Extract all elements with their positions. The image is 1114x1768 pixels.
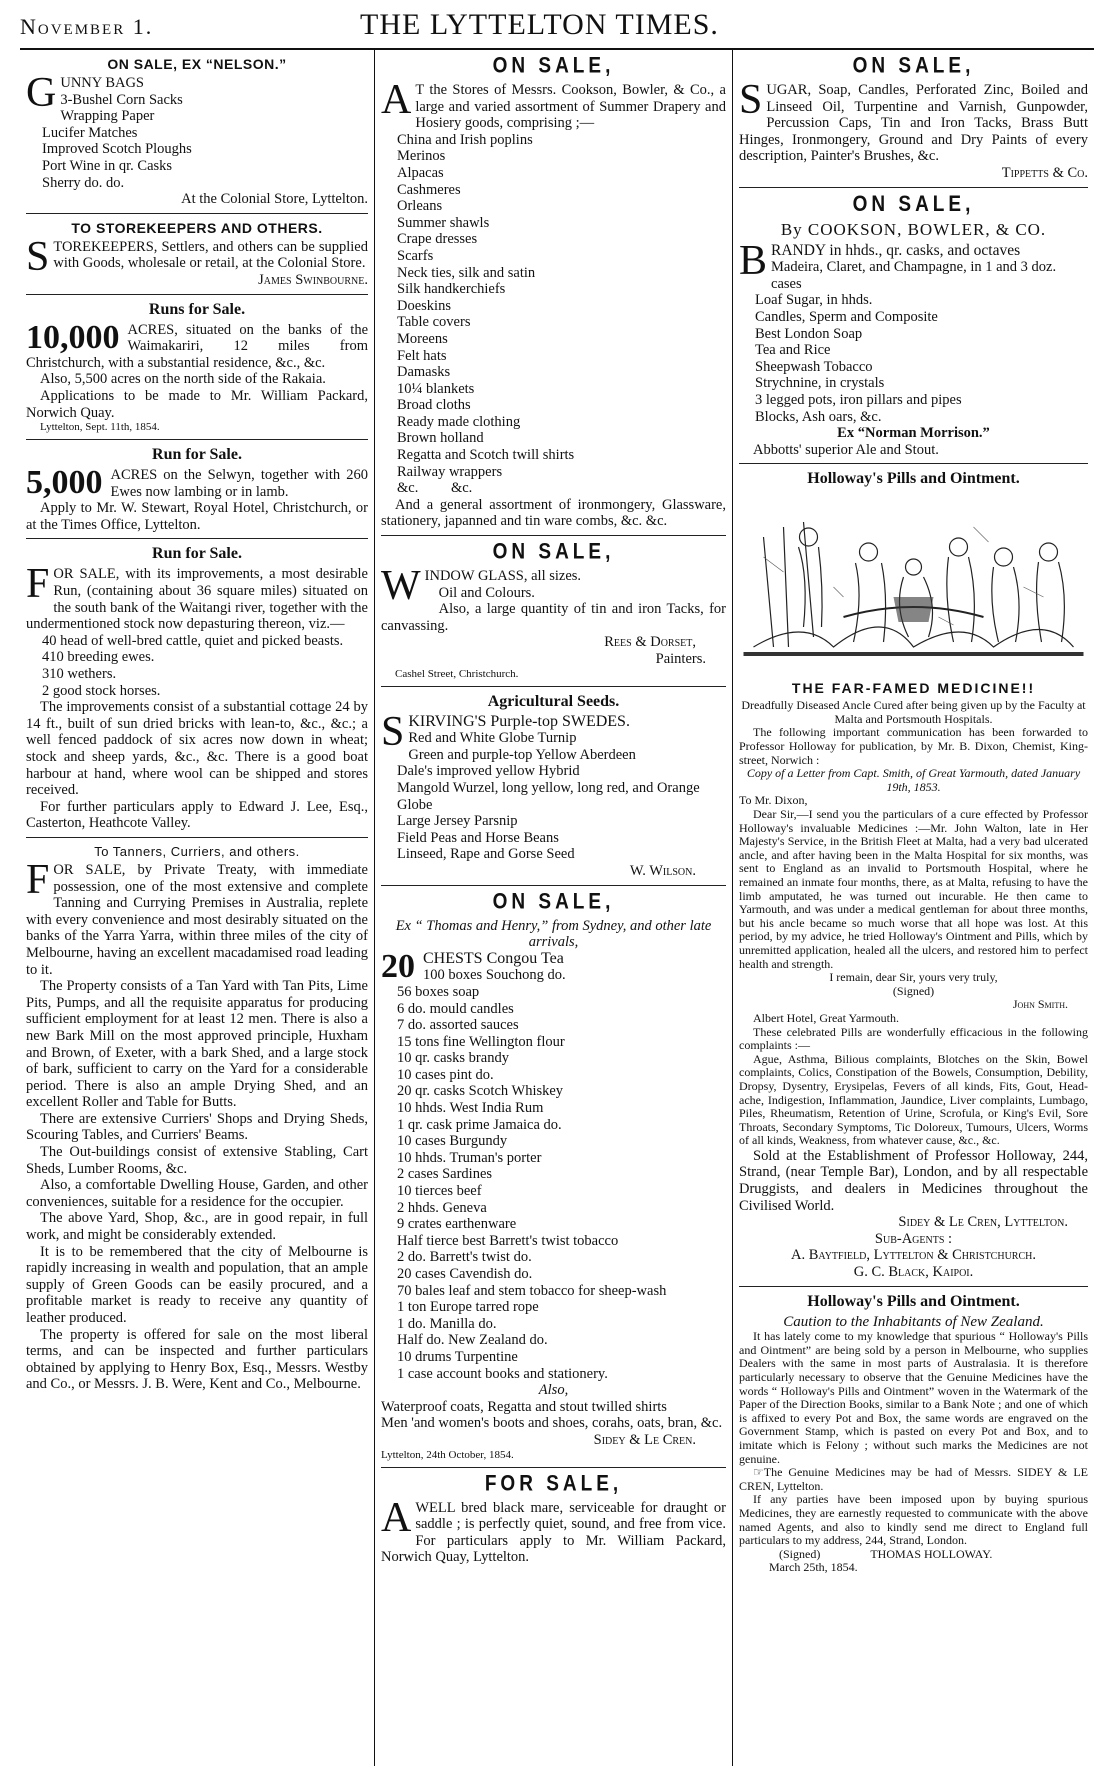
list-item: 10 cases pint do. bbox=[397, 1066, 494, 1083]
ad-agent: G. C. Black, Kaipoi. bbox=[853, 1264, 974, 1281]
list-item: 1 case account books and stationery. bbox=[397, 1365, 608, 1382]
list-item: 10 hhds. West India Rum bbox=[397, 1100, 544, 1117]
drop-cap: W bbox=[381, 563, 421, 610]
list-item: Sheepwash Tobacco bbox=[755, 358, 873, 375]
ad-body: ACRES, situated on the banks of the Waimakariri, 12 miles from Christchurch, with a substantial residence, &c., &c. bbox=[26, 321, 368, 371]
ad-letter-signed: (Signed) bbox=[892, 983, 935, 998]
list-item: Tea and Rice bbox=[755, 342, 831, 359]
ad-paragraph: The Property consists of a Tan Yard with Tan Pits, Lime Pits, Pumps, and all the requisite apparatus for producing sufficient employment for at least 12 men. There is also a new Bark Mill on the most approved principle, Huxham and Brown, of Exeter, with a bark Shed, and a large stock of bark, sufficient to carry on the Yard for a considerable period. There is also an ample Drying Shed, and an excellent Roller and Table for Butts. bbox=[26, 978, 368, 1111]
ad-subheading: Dreadfully Diseased Ancle Cured after being given up by the Faculty at Malta and Portsmouth Hospitals. bbox=[741, 698, 1086, 726]
list-item: 10 hhds. Truman's porter bbox=[397, 1149, 542, 1166]
newspaper-title: THE LYTTELTON TIMES. bbox=[360, 8, 719, 41]
list-item: Red and White Globe Turnip bbox=[408, 730, 577, 747]
list-item: Brown holland bbox=[397, 430, 484, 447]
list-item: 56 boxes soap bbox=[397, 983, 480, 1000]
ad-signature: Sidey & Le Cren, Lyttelton. bbox=[898, 1214, 1068, 1231]
ad-first-line: KIRVING'S Purple-top SWEDES. bbox=[408, 712, 630, 730]
list-item: 10 qr. casks brandy bbox=[397, 1050, 509, 1067]
ad-ex-ship: Ex “Norman Morrison.” bbox=[837, 425, 990, 442]
ad-header: Runs for Sale. bbox=[148, 300, 246, 318]
drop-cap: A bbox=[381, 77, 412, 123]
list-item: Doeskins bbox=[397, 297, 451, 314]
ad-storekeepers bbox=[26, 214, 368, 295]
ad-signature: Tippetts & Co. bbox=[1001, 164, 1088, 181]
list-item: Strychnine, in crystals bbox=[755, 375, 885, 392]
ad-holloway-2 bbox=[739, 1287, 1088, 1580]
ad-drapery bbox=[381, 50, 726, 536]
masthead bbox=[20, 8, 1094, 50]
list-item: 7 do. assorted sauces bbox=[397, 1017, 519, 1034]
list-item: 70 bales leaf and stem tobacco for sheep-wash bbox=[397, 1282, 667, 1299]
ad-body: INDOW GLASS, all sizes. bbox=[424, 568, 582, 585]
ad-date: March 25th, 1854. bbox=[769, 1560, 858, 1575]
ad-paragraph: For further particulars apply to Edward J. Lee, Esq., Casterton, Heathcote Valley. bbox=[26, 798, 368, 832]
list-item: Crape dresses bbox=[397, 231, 478, 248]
ad-nelson bbox=[26, 50, 368, 214]
ad-signature: Sidey & Le Cren. bbox=[593, 1431, 696, 1448]
ad-letter-copy: Copy of a Letter from Capt. Smith, of Great Yarmouth, dated January 19th, 1853. bbox=[746, 766, 1081, 794]
ad-thomas-and-henry bbox=[381, 886, 726, 1468]
ad-header: TO STOREKEEPERS AND OTHERS. bbox=[71, 219, 323, 236]
ad-letter-name: John Smith. bbox=[1012, 997, 1068, 1012]
ad-paragraph: Sold at the Establishment of Professor Holloway, 244, Strand, (near Temple Bar), London, and by all respectable Druggists, and dealers in Medicines throughout the Civilised World. bbox=[739, 1147, 1088, 1214]
ad-paragraph: The above Yard, Shop, &c., are in good repair, in full work, and might be considerably extended. bbox=[26, 1210, 368, 1244]
list-item: 40 head of well-bred cattle, quiet and picked beasts. bbox=[42, 632, 344, 649]
ad-cookson-bowler bbox=[739, 188, 1088, 465]
ad-signed bbox=[739, 1548, 1088, 1562]
ad-signature: THOMAS HOLLOWAY. bbox=[870, 1546, 993, 1561]
list-item: Scarfs bbox=[397, 247, 434, 264]
ad-header: ON SALE, bbox=[852, 191, 975, 217]
list-item: 15 tons fine Wellington flour bbox=[397, 1033, 565, 1050]
ad-paragraph: Abbotts' superior Ale and Stout. bbox=[753, 441, 939, 458]
list-item: Madeira, Claret, and Champagne, in 1 and 3 doz. cases bbox=[771, 259, 1057, 292]
list-item: Broad cloths bbox=[397, 397, 471, 414]
list-item: Loaf Sugar, in hhds. bbox=[755, 292, 873, 309]
ad-header: ON SALE, bbox=[492, 889, 615, 915]
ad-paragraph: There are extensive Curriers' Shops and Drying Sheds, Scouring Tables, and Curriers' Beams. bbox=[26, 1110, 368, 1144]
pointing-hand-icon: ☞ bbox=[753, 1465, 764, 1480]
list-item: 3 legged pots, iron pillars and pipes bbox=[755, 391, 962, 408]
list-item: 2 do. Barrett's twist do. bbox=[397, 1249, 532, 1266]
list-item: 10 tierces beef bbox=[397, 1183, 482, 1200]
ad-paragraph: It has lately come to my knowledge that spurious “ Holloway's Pills and Ointment” are being sold by a person in Melbourne, who supplies Dealers with the same in most parts of Australasia. It is therefore particularly necessary to observe that the Genuine Medicines have the words “ Holloway's Pills and Ointment” woven in the Watermark of the Paper of the Direction Books, similar to a Bank Note ; and one of which is affixed to every Pot and Box, the same words are engraved on the Government Stamp, which is pasted on every Pot and Box, and to imitate which is Felony ; without such marks the Medicines are not genuine. bbox=[739, 1329, 1088, 1466]
column-1 bbox=[20, 50, 375, 1766]
list-item: Improved Scotch Ploughs bbox=[42, 141, 192, 158]
list-item: Large Jersey Parsnip bbox=[397, 813, 518, 830]
ad-header: ON SALE, bbox=[852, 54, 975, 79]
engraving-illustration bbox=[739, 497, 1088, 669]
list-item: Silk handkerchiefs bbox=[397, 281, 506, 298]
big-number: 20 bbox=[381, 947, 415, 985]
list-item: Felt hats bbox=[397, 347, 447, 364]
list-item: 100 boxes Souchong do. bbox=[423, 967, 566, 984]
drop-cap: F bbox=[26, 561, 50, 608]
ad-header: Agricultural Seeds. bbox=[487, 692, 620, 710]
ad-paragraph: Men 'and women's boots and shoes, corahs, oats, bran, &c. bbox=[381, 1415, 723, 1432]
column-2 bbox=[375, 50, 733, 1766]
list-item: 1 qr. cask prime Jamaica do. bbox=[397, 1116, 562, 1133]
ad-header: ON SALE, bbox=[492, 54, 615, 79]
list-item: Port Wine in qr. Casks bbox=[42, 157, 173, 174]
ad-letter-body: Dear Sir,—I send you the particulars of a cure effected by Professor Holloway's invaluable Medicines :—Mr. John Walton, late in Her Majesty's Service, in the British Fleet at Malta, had a very bad ulcerated ancle, and after having been in the Malta Hospital for six months, was sent to England as an invalid to Portsmouth Hospital, where he remained an inmate four months, there, as at Malta, refusing to have the limb amputated, he was turned out incurable. He then came to Yarmouth, and was under a medical gentleman for about three months, but his ancle became so much worse that all hope was lost. At this period, by my advice, he tried Holloway's Ointment and Pills, which by unremitted application, healed all the ulcers, and restored him to perfect health and strength. bbox=[739, 807, 1088, 971]
ad-signature-role: Painters. bbox=[655, 651, 706, 667]
ad-header: To Tanners, Curriers, and others. bbox=[94, 843, 300, 859]
ad-run-waitangi bbox=[26, 539, 368, 838]
columns bbox=[20, 50, 1094, 1766]
ad-black-mare bbox=[381, 1468, 726, 1571]
ad-paragraph: Waterproof coats, Regatta and stout twilled shirts bbox=[381, 1398, 667, 1415]
list-item: Lucifer Matches bbox=[42, 124, 138, 141]
list-item: 6 do. mould candles bbox=[397, 1000, 514, 1017]
drop-cap: S bbox=[739, 77, 763, 123]
drop-cap: S bbox=[381, 708, 405, 755]
list-item: Orleans bbox=[397, 198, 443, 215]
ad-body: WELL bred black mare, serviceable for draught or saddle ; is perfectly quiet, sound, and free from vice. For particulars apply to Mr. William Packard, Norwich Quay, Lyttelton. bbox=[381, 1499, 726, 1566]
ad-header: Run for Sale. bbox=[152, 545, 242, 563]
list-item: 2 good stock horses. bbox=[42, 682, 161, 699]
list-item: 9 crates earthenware bbox=[397, 1216, 517, 1233]
ad-paragraph: It is to be remembered that the city of Melbourne is rapidly increasing in wealth and population, that an ample supply of Green Goods can be easily procured, and a profitable market is ready to receive any quantity of leather produced. bbox=[26, 1243, 368, 1326]
ad-paragraph: Also, a large quantity of tin and iron Tacks, for canvassing. bbox=[381, 601, 726, 634]
ad-body: ACRES on the Selwyn, together with 260 Ewes now lambing or in lamb. bbox=[110, 467, 368, 500]
ad-signature: W. Wilson. bbox=[629, 862, 696, 879]
list-item: 410 breeding ewes. bbox=[42, 649, 155, 666]
list-item: 1 do. Manilla do. bbox=[397, 1315, 497, 1332]
ad-header: ON SALE, EX “NELSON.” bbox=[107, 56, 287, 72]
list-item: 10 drums Turpentine bbox=[397, 1348, 518, 1365]
cut-caption: THE FAR-FAMED MEDICINE!! bbox=[791, 680, 1036, 697]
ad-paragraph: The property is offered for sale on the most liberal terms, and can be inspected and further particulars obtained by applying to Henry Box, Esq., Messrs. Westby and Co., or Messrs. J. B. Were, Kent and Co., Melbourne. bbox=[26, 1326, 368, 1393]
ad-paragraph: Also, a comfortable Dwelling House, Garden, and other conveniences, suitable for a residence for the occupier. bbox=[26, 1177, 368, 1210]
ad-first-line: CHESTS Congou Tea bbox=[423, 949, 564, 967]
ad-header: Run for Sale. bbox=[152, 446, 242, 464]
ad-tanners bbox=[26, 838, 368, 1398]
big-number: 5,000 bbox=[26, 464, 103, 502]
ad-first-line: RANDY in hhds., qr. casks, and octaves bbox=[771, 241, 1021, 259]
list-item: Linseed, Rape and Gorse Seed bbox=[397, 846, 575, 863]
list-item: Merinos bbox=[397, 148, 446, 165]
list-item: Blocks, Ash oars, &c. bbox=[755, 408, 882, 425]
ad-body: UGAR, Soap, Candles, Perforated Zinc, Boiled and Linseed Oil, Turpentine and Varnish, Gunpowder, Percussion Caps, Tin and Iron Tacks, Brass Butt Hinges, Ironmongery, Ground and Dry Paints of every description, Painter's Brushes, &c. bbox=[739, 82, 1088, 165]
ad-tippetts bbox=[739, 50, 1088, 188]
ad-byline: By COOKSON, BOWLER, & CO. bbox=[780, 219, 1047, 239]
ad-header: Holloway's Pills and Ointment. bbox=[807, 1292, 1020, 1310]
ad-subline: Oil and Colours. bbox=[438, 584, 535, 601]
list-item: Regatta and Scotch twill shirts bbox=[397, 447, 575, 464]
list-item: Neck ties, silk and satin bbox=[397, 264, 536, 281]
list-item: 10 cases Burgundy bbox=[397, 1133, 508, 1150]
ad-body: OR SALE, with its improvements, a most desirable Run, (containing about 36 square miles) situated on the south bank of the Waitangi river, together with the undermentioned stock now depasturing thereon, viz.— bbox=[26, 566, 368, 633]
ad-signature: At the Colonial Store, Lyttelton. bbox=[181, 191, 368, 208]
list-item: Damasks bbox=[397, 364, 451, 381]
ad-agricultural-seeds bbox=[381, 687, 726, 886]
list-item: China and Irish poplins bbox=[397, 131, 533, 148]
ad-paragraph: And a general assortment of ironmongery, Glassware, stationery, japanned and tin ware combs, &c. &c. bbox=[381, 496, 726, 530]
list-item: 3-Bushel Corn Sacks bbox=[60, 91, 183, 108]
ad-paragraph: Also, 5,500 acres on the north side of the Rakaia. bbox=[40, 371, 326, 388]
ad-also: Also, bbox=[538, 1382, 569, 1399]
list-item: Railway wrappers bbox=[397, 463, 503, 480]
issue-date: November 1. bbox=[20, 14, 154, 39]
ad-paragraph: The following important communication has been forwarded to Professor Holloway for publication, by Mr. B. Dixon, Chemist, King-street, Norwich : bbox=[739, 725, 1088, 767]
ad-paragraph: The improvements consist of a substantial cottage 24 by 14 ft., built of sun dried bricks with lean-to, &c., &c.; a well fenced paddock of six acres now down in wheat; stock and sheep yards, &c., &c. There is a good boat harbour at hand, where wool can be shipped and stores received. bbox=[26, 699, 368, 799]
ad-body: TOREKEEPERS, Settlers, and others can be supplied with Goods, wholesale or retail, at the Colonial Store. bbox=[53, 238, 368, 272]
ad-letter-to: To Mr. Dixon, bbox=[739, 793, 808, 808]
list-item: Table covers bbox=[397, 314, 471, 331]
list-item: 2 hhds. Geneva bbox=[397, 1199, 487, 1216]
ad-runs-for-sale bbox=[26, 295, 368, 441]
ad-window-glass bbox=[381, 536, 726, 687]
list-item: 310 wethers. bbox=[42, 666, 117, 683]
ad-signature: James Swinbourne. bbox=[258, 271, 368, 288]
ad-run-selwyn bbox=[26, 440, 368, 539]
list-item: Ready made clothing bbox=[397, 413, 521, 430]
ad-paragraph: The Genuine Medicines may be had of Messrs. SIDEY & LE CREN, Lyttelton. bbox=[739, 1465, 1088, 1493]
list-item: 10¼ blankets bbox=[397, 380, 475, 397]
ad-paragraph: These celebrated Pills are wonderfully efficacious in the following complaints :— bbox=[739, 1024, 1088, 1053]
signed-label: (Signed) bbox=[779, 1546, 821, 1561]
ad-date: Lyttelton, Sept. 11th, 1854. bbox=[40, 421, 160, 434]
ad-caution: Caution to the Inhabitants of New Zealand. bbox=[783, 1313, 1044, 1330]
list-item: Best London Soap bbox=[755, 325, 863, 342]
list-item: Sherry do. do. bbox=[42, 174, 125, 191]
list-item: 20 cases Cavendish do. bbox=[397, 1266, 533, 1282]
ad-address: Cashel Street, Christchurch. bbox=[395, 667, 519, 680]
list-item: Moreens bbox=[397, 330, 448, 347]
ad-paragraph: If any parties have been imposed upon by buying spurious Medicines, they are earnestly requested to communicate with the above named Agents, and also to kindly send me direct to England full particulars to my address, 244, Strand, London. bbox=[739, 1492, 1088, 1548]
ad-header: ON SALE, bbox=[492, 540, 615, 565]
drop-cap: S bbox=[26, 233, 50, 280]
ad-letter-closing: I remain, dear Sir, yours very truly, bbox=[829, 970, 998, 985]
list-item: Candles, Sperm and Composite bbox=[755, 308, 938, 325]
ad-paragraph: Apply to Mr. W. Stewart, Royal Hotel, Christchurch, or at the Times Office, Lyttelton. bbox=[26, 500, 368, 533]
ad-first-line: UNNY BAGS bbox=[60, 75, 144, 91]
column-3 bbox=[733, 50, 1094, 1766]
drop-cap: F bbox=[26, 856, 50, 903]
ad-paragraph: Applications to be made to Mr. William Packard, Norwich Quay. bbox=[26, 387, 368, 421]
list-item: 1 ton Europe tarred rope bbox=[397, 1299, 539, 1316]
ad-subheading: Ex “ Thomas and Henry,” from Sydney, and other late arrivals, bbox=[395, 917, 712, 951]
list-item: 20 qr. casks Scotch Whiskey bbox=[397, 1083, 564, 1100]
list-item: Alpacas bbox=[397, 164, 444, 181]
list-item: Cashmeres bbox=[397, 181, 461, 198]
ad-agent: A. Baytfield, Lyttelton & Christchurch. bbox=[791, 1247, 1036, 1264]
ad-holloway-1 bbox=[739, 464, 1088, 1286]
drop-cap: G bbox=[26, 70, 57, 116]
ad-body: OR SALE, by Private Treaty, with immediate possession, one of the most extensive and complete Tanning and Currying Premises in Australia, replete with every convenience and most desirably situated on the banks of the Yarra Yarra, within three miles of the city of Melbourne, having an excellent macadamised road leading to it. bbox=[26, 861, 368, 978]
big-number: 10,000 bbox=[26, 318, 120, 356]
list-item: Mangold Wurzel, long yellow, long red, and Orange Globe bbox=[397, 779, 700, 813]
ad-body: T the Stores of Messrs. Cookson, Bowler, & Co., a large and varied assortment of Summer Drapery and Hosiery goods, comprising ;— bbox=[415, 82, 726, 132]
ad-letter-address: Albert Hotel, Great Yarmouth. bbox=[753, 1010, 899, 1025]
list-item: Field Peas and Horse Beans bbox=[397, 829, 559, 846]
list-item: 2 cases Sardines bbox=[397, 1166, 493, 1183]
list-item: Green and purple-top Yellow Aberdeen bbox=[408, 746, 636, 763]
list-item: Half tierce best Barrett's twist tobacco bbox=[397, 1232, 619, 1249]
ad-complaints-list: Ague, Asthma, Bilious complaints, Blotches on the Skin, Bowel complaints, Colics, Constipation of the Bowels, Consumption, Debility, Dropsy, Dysentry, Erysipelas, Fevers of all kinds, Fits, Gout, Head-ache, Indigestion, Inflammation, Jaundice, Liver complaints, Lumbago, Piles, Rheumatism, Retention of Urine, Scrofula, or King's Evil, Sore Throats, Secondary Symptoms, Tic Doloreux, Tumours, Ulcers, Worms of all kinds, Weakness, from whatever cause, &c., &c. bbox=[739, 1051, 1088, 1148]
drop-cap: A bbox=[381, 1494, 412, 1541]
ad-date: Lyttelton, 24th October, 1854. bbox=[381, 1448, 514, 1461]
list-item: Summer shawls bbox=[397, 214, 490, 231]
ad-subagents-label: Sub-Agents : bbox=[874, 1230, 953, 1247]
ad-signature: Rees & Dorset, bbox=[604, 634, 696, 651]
ad-header: FOR SALE, bbox=[484, 1471, 623, 1497]
list-item: Dale's improved yellow Hybrid bbox=[397, 763, 580, 780]
drop-cap: B bbox=[739, 237, 768, 284]
list-item: Half do. New Zealand do. bbox=[397, 1332, 548, 1349]
ad-paragraph: The Out-buildings consist of extensive Stabling, Cart Sheds, Lumber Rooms, &c. bbox=[26, 1144, 368, 1177]
list-item: &c. &c. bbox=[397, 480, 473, 497]
list-item: Wrapping Paper bbox=[60, 108, 155, 125]
ad-header: Holloway's Pills and Ointment. bbox=[807, 470, 1020, 488]
